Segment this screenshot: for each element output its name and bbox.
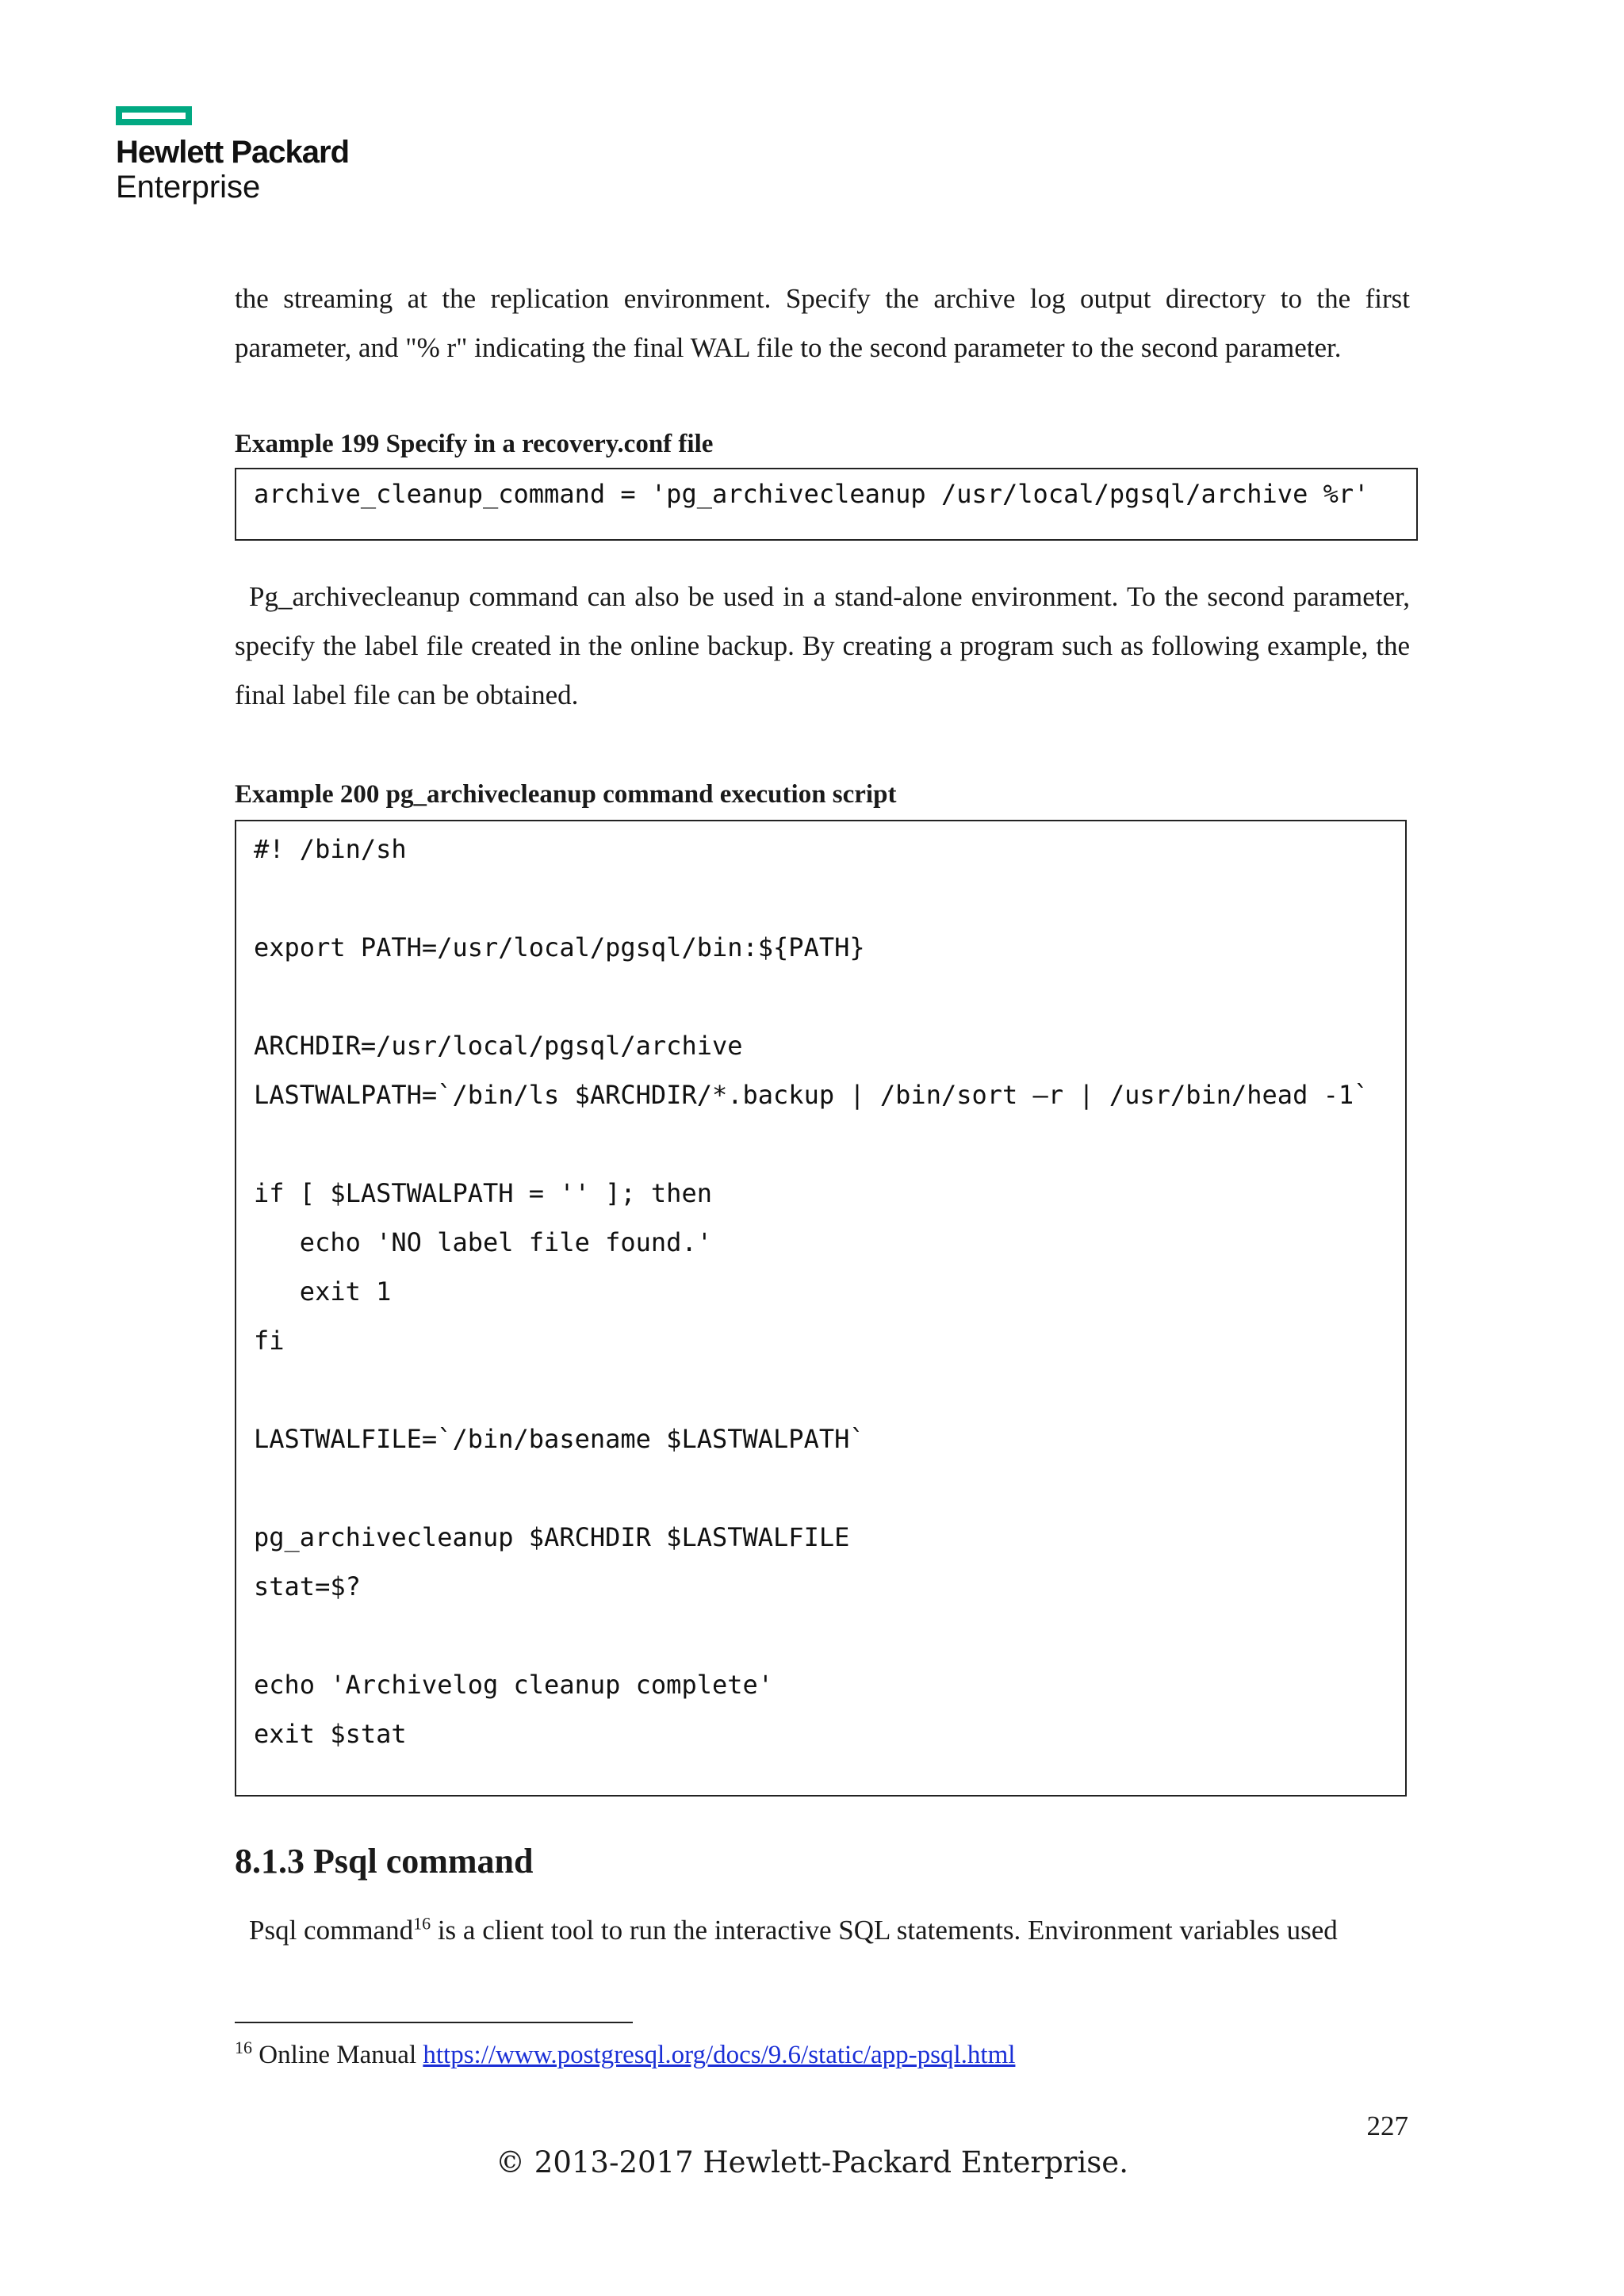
code-line: pg_archivecleanup $ARCHDIR $LASTWALFILE — [254, 1522, 850, 1552]
section-heading: 8.1.3 Psql command — [235, 1842, 534, 1881]
section-text-before: Psql command — [249, 1915, 414, 1946]
footnote-divider — [235, 2022, 633, 2023]
code-line — [254, 874, 1405, 923]
code-line — [254, 1365, 1405, 1414]
code-line: export PATH=/usr/local/pgsql/bin:${PATH} — [254, 932, 865, 962]
example-200-caption: Example 200 pg_archivecleanup command execution script — [235, 780, 897, 809]
code-line: #! /bin/sh — [254, 834, 407, 864]
paragraph-2-text: Pg_archivecleanup command can also be used in a stand-alone environment. To the second parameter, specify the label file created in the online backup. By creating a program such as following example, the final label file can be obtained. — [235, 581, 1410, 710]
footnote — [235, 2038, 1016, 2070]
hpe-logo — [116, 106, 370, 217]
code-line: if [ $LASTWALPATH = '' ]; then — [254, 1178, 712, 1208]
code-line: archive_cleanup_command = 'pg_archivecleanup /usr/local/pgsql/archive %r' — [254, 479, 1369, 509]
section-text-after: is a client tool to run the interactive SQL statements. Environment variables used — [431, 1915, 1338, 1946]
code-line: exit $stat — [254, 1719, 407, 1749]
page-number: 227 — [1366, 2110, 1408, 2141]
example-200-code — [236, 825, 1405, 1758]
logo-text-line1: Hewlett Packard — [116, 135, 350, 170]
example-199-caption: Example 199 Specify in a recovery.conf file — [235, 430, 714, 458]
code-line: LASTWALPATH=`/bin/ls $ARCHDIR/*.backup | /bin/sort –r | /usr/bin/head -1` — [254, 1080, 1369, 1110]
logo-text-line2: Enterprise — [116, 170, 261, 205]
footnote-number: 16 — [235, 2038, 252, 2057]
hpe-logo-mark-icon — [116, 106, 192, 125]
copyright-notice: © 2013-2017 Hewlett-Packard Enterprise. — [496, 2145, 1128, 2179]
code-line: ARCHDIR=/usr/local/pgsql/archive — [254, 1031, 743, 1061]
footnote-label: Online Manual — [252, 2041, 423, 2069]
code-line: fi — [254, 1326, 285, 1356]
code-line — [254, 972, 1405, 1021]
code-line: exit 1 — [254, 1276, 392, 1307]
footnote-reference[interactable]: 16 — [413, 1913, 431, 1934]
code-line — [254, 1119, 1405, 1169]
footnote-link[interactable]: https://www.postgresql.org/docs/9.6/static/app-psql.html — [423, 2041, 1016, 2069]
example-199-code — [236, 469, 1416, 519]
code-line: echo 'Archivelog cleanup complete' — [254, 1670, 774, 1700]
paragraph-2-block — [235, 572, 1410, 720]
paragraph-2 — [235, 572, 1410, 720]
code-line — [254, 1611, 1405, 1660]
code-line: echo 'NO label file found.' — [254, 1227, 712, 1257]
code-line — [254, 1464, 1405, 1513]
intro-paragraph-block — [235, 274, 1410, 373]
code-line: LASTWALFILE=`/bin/basename $LASTWALPATH` — [254, 1424, 865, 1454]
section-paragraph — [235, 1906, 1410, 1955]
section-paragraph-block — [235, 1906, 1410, 1955]
code-line: stat=$? — [254, 1571, 361, 1601]
example-200-code-box — [235, 820, 1407, 1797]
intro-paragraph: the streaming at the replication environment. Specify the archive log output directory to the first parameter, and "% r" indicating the final WAL file to the second parameter to the second parameter. — [235, 283, 1410, 363]
example-199-code-box — [235, 468, 1418, 541]
